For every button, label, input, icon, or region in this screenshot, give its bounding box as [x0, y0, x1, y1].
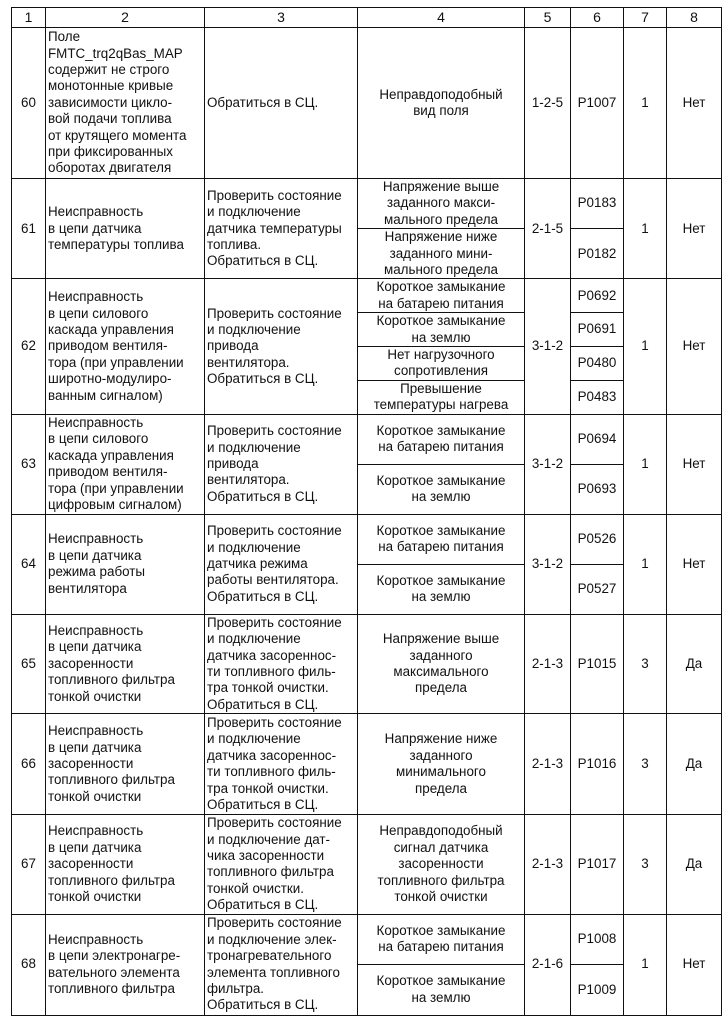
fault-class: 1	[624, 414, 667, 514]
row-number: 61	[12, 179, 46, 279]
blink-code: 2-1-5	[525, 179, 571, 279]
row-number: 63	[12, 414, 46, 514]
row-number: 68	[12, 914, 46, 1015]
warning-lamp: Нет	[667, 279, 722, 414]
fault-description: Поле FMTC_trq2qBas_MAP содержит не строго монотонные кривые зависимости цикло- вой подачи топлива от крутящего момента при фиксированных оборотах двигателя	[46, 28, 205, 179]
warning-lamp: Нет	[667, 28, 722, 179]
dtc-code: P1009	[571, 965, 624, 1016]
recommended-action: Проверить состояние и подключение элек- тронагревательного элемента топливного фильтра. Обратиться в СЦ.	[205, 914, 358, 1015]
recommended-action: Проверить состояние и подключение датчика режима работы вентилятора. Обратиться в СЦ.	[205, 514, 358, 614]
table-row	[12, 914, 722, 965]
dtc-code: P0691	[571, 313, 624, 347]
table-row	[12, 414, 722, 464]
table-row	[12, 714, 722, 815]
dtc-code: P0527	[571, 564, 624, 614]
fault-class: 3	[624, 614, 667, 713]
blink-code: 2-1-3	[525, 815, 571, 914]
recommended-action: Проверить состояние и подключение датчика температуры топлива. Обратиться в СЦ.	[205, 179, 358, 279]
fault-class: 1	[624, 279, 667, 414]
fault-class: 1	[624, 514, 667, 614]
fault-class: 1	[624, 914, 667, 1015]
dtc-code: P0693	[571, 464, 624, 514]
recommended-action: Проверить состояние и подключение датчика засореннос- ти топливного филь- тра тонкой очистки. Обратиться в СЦ.	[205, 614, 358, 713]
blink-code: 3-1-2	[525, 279, 571, 414]
fault-description: Неисправность в цепи датчика засоренности топливного фильтра тонкой очистки	[46, 714, 205, 815]
fault-condition: Короткое замыкание на батарею питания	[358, 514, 525, 564]
fault-condition: Короткое замыкание на землю	[358, 965, 525, 1016]
fault-condition: Напряжение ниже заданного мини- мального предела	[358, 229, 525, 279]
table-row	[12, 28, 722, 179]
fault-condition: Короткое замыкание на батарею питания	[358, 914, 525, 965]
recommended-action: Проверить состояние и подключение привода вентилятора. Обратиться в СЦ.	[205, 414, 358, 514]
row-number: 66	[12, 714, 46, 815]
table-row	[12, 279, 722, 313]
blink-code: 1-2-5	[525, 28, 571, 179]
fault-class: 3	[624, 815, 667, 914]
dtc-code: P0483	[571, 380, 624, 414]
fault-description: Неисправность в цепи электронагре- вательного элемента топливного фильтра	[46, 914, 205, 1015]
row-number: 65	[12, 614, 46, 713]
fault-class: 1	[624, 179, 667, 279]
row-number: 60	[12, 28, 46, 179]
row-number: 64	[12, 514, 46, 614]
fault-description: Неисправность в цепи датчика температуры топлива	[46, 179, 205, 279]
header-col-3: 3	[205, 8, 358, 28]
recommended-action: Проверить состояние и подключение дат- чика засоренности топливного фильтра тонкой очистки. Обратиться в СЦ.	[205, 815, 358, 914]
dtc-code: P0692	[571, 279, 624, 313]
fault-condition: Короткое замыкание на батарею питания	[358, 279, 525, 313]
fault-condition: Короткое замыкание на землю	[358, 564, 525, 614]
fault-condition: Напряжение выше заданного макси- мального предела	[358, 179, 525, 229]
header-col-5: 5	[525, 8, 571, 28]
header-col-4: 4	[358, 8, 525, 28]
header-col-2: 2	[46, 8, 205, 28]
fault-description: Неисправность в цепи силового каскада управления приводом вентиля- тора (при управлении широтно-модулиро- ванным сигналом)	[46, 279, 205, 414]
fault-class: 1	[624, 28, 667, 179]
recommended-action: Обратиться в СЦ.	[205, 28, 358, 179]
header-col-8: 8	[667, 8, 722, 28]
fault-condition: Напряжение выше заданного максимального предела	[358, 614, 525, 713]
warning-lamp: Нет	[667, 414, 722, 514]
dtc-code: P0526	[571, 514, 624, 564]
blink-code: 3-1-2	[525, 414, 571, 514]
recommended-action: Проверить состояние и подключение привода вентилятора. Обратиться в СЦ.	[205, 279, 358, 414]
fault-condition: Нет нагрузочного сопротивления	[358, 347, 525, 381]
blink-code: 2-1-3	[525, 614, 571, 713]
fault-condition: Неправдоподобный сигнал датчика засоренности топливного фильтра тонкой очистки	[358, 815, 525, 914]
row-number: 62	[12, 279, 46, 414]
dtc-code: P0182	[571, 229, 624, 279]
dtc-code: P0183	[571, 179, 624, 229]
fault-description: Неисправность в цепи датчика засоренности топливного фильтра тонкой очистки	[46, 815, 205, 914]
recommended-action: Проверить состояние и подключение датчика засореннос- ти топливного филь- тра тонкой очистки. Обратиться в СЦ.	[205, 714, 358, 815]
dtc-code: P1016	[571, 714, 624, 815]
warning-lamp: Да	[667, 714, 722, 815]
fault-condition: Короткое замыкание на землю	[358, 464, 525, 514]
table-row	[12, 514, 722, 564]
table-body	[12, 28, 722, 1016]
fault-condition: Неправдоподобный вид поля	[358, 28, 525, 179]
warning-lamp: Нет	[667, 514, 722, 614]
dtc-code: P0694	[571, 414, 624, 464]
warning-lamp: Нет	[667, 914, 722, 1015]
fault-condition: Превышение температуры нагрева	[358, 380, 525, 414]
blink-code: 3-1-2	[525, 514, 571, 614]
dtc-code: P1015	[571, 614, 624, 713]
dtc-code: P1008	[571, 914, 624, 965]
blink-code: 2-1-6	[525, 914, 571, 1015]
warning-lamp: Да	[667, 815, 722, 914]
fault-condition: Короткое замыкание на землю	[358, 313, 525, 347]
fault-code-table	[11, 7, 722, 1016]
dtc-code: P1007	[571, 28, 624, 179]
fault-description: Неисправность в цепи датчика засоренности топливного фильтра тонкой очистки	[46, 614, 205, 713]
blink-code: 2-1-3	[525, 714, 571, 815]
header-col-7: 7	[624, 8, 667, 28]
table-row	[12, 815, 722, 914]
warning-lamp: Нет	[667, 179, 722, 279]
fault-description: Неисправность в цепи датчика режима работы вентилятора	[46, 514, 205, 614]
fault-description: Неисправность в цепи силового каскада управления приводом вентиля- тора (при управлении цифровым сигналом)	[46, 414, 205, 514]
header-col-6: 6	[571, 8, 624, 28]
dtc-code: P1017	[571, 815, 624, 914]
row-number: 67	[12, 815, 46, 914]
warning-lamp: Да	[667, 614, 722, 713]
table-row	[12, 179, 722, 229]
fault-condition: Короткое замыкание на батарею питания	[358, 414, 525, 464]
table-row	[12, 614, 722, 713]
fault-class: 3	[624, 714, 667, 815]
dtc-code: P0480	[571, 347, 624, 381]
fault-condition: Напряжение ниже заданного минимального предела	[358, 714, 525, 815]
header-row	[12, 8, 722, 28]
header-col-1: 1	[12, 8, 46, 28]
